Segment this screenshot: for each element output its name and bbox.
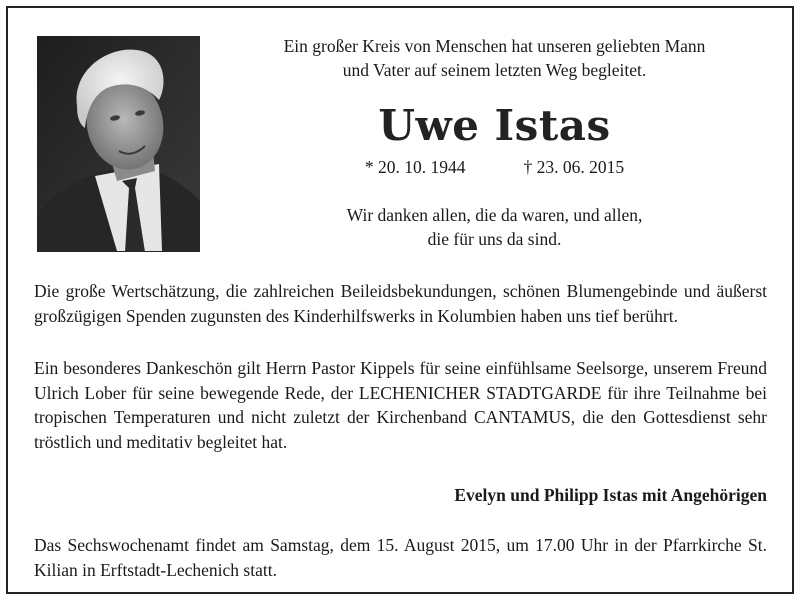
deceased-name: Uwe Istas [378, 101, 611, 150]
memorial-service-paragraph: Das Sechswochenamt findet am Samstag, dem 15. August 2015, um 17.00 Uhr in der Pfarrkirche St. Kilian in Erftstadt-Lechenich statt. [34, 535, 767, 580]
intro-line-1: Ein großer Kreis von Menschen hat unseren geliebten Mann [283, 36, 706, 56]
thanks-text [212, 203, 777, 251]
intro-text [212, 34, 777, 82]
thanks-line-2: die für uns da sind. [427, 229, 562, 249]
death-date: † 23. 06. 2015 [523, 157, 625, 177]
birth-date: * 20. 10. 1944 [364, 157, 466, 177]
life-dates [212, 156, 777, 178]
special-thanks-paragraph: Ein besonderes Dankeschön gilt Herrn Pastor Kippels für seine einfühlsame Seelsorge, unserem Freund Ulrich Lober für seine bewegende Rede, der LECHENICHER STADTGARDE für ihre Teilnahme bei tropischen Temperaturen und nicht zuletzt der Kirchenband CANTAMUS, die den Gottesdienst sehr tröstlich und meditativ begleitet hat. [34, 358, 767, 452]
family-signature: Evelyn und Philipp Istas mit Angehörigen [454, 485, 767, 505]
thanks-line-1: Wir danken allen, die da waren, und allen, [346, 205, 643, 225]
intro-line-2: und Vater auf seinem letzten Weg begleitet. [342, 60, 647, 80]
appreciation-paragraph: Die große Wertschätzung, die zahlreichen Beileidsbekundungen, schönen Blumengebinde und äußerst großzügigen Spenden zugunsten des Kinderhilfswerks in Kolumbien haben uns tief berührt. [34, 281, 767, 326]
portrait-photo [37, 36, 200, 252]
